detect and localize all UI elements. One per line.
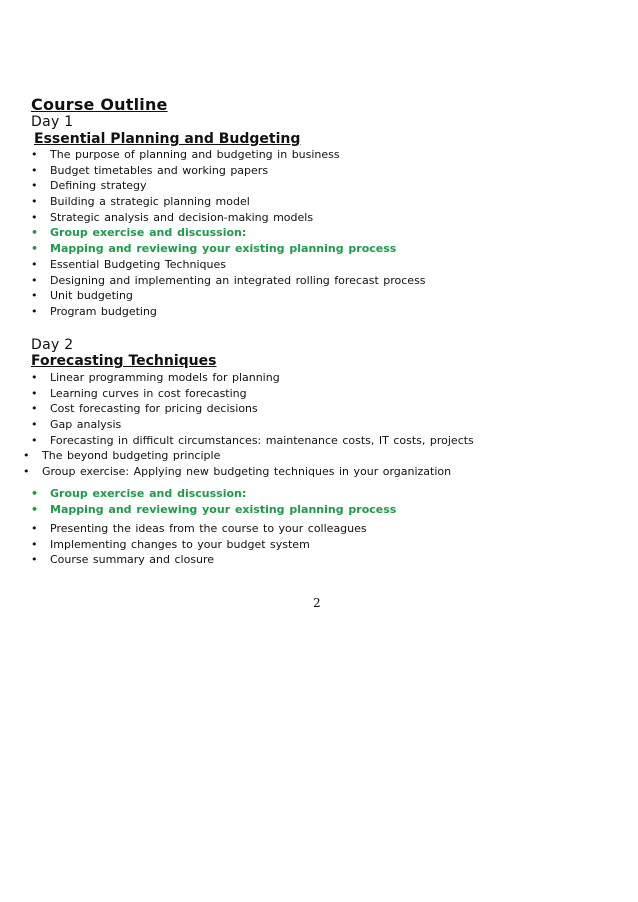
bullet-icon: • <box>31 386 38 400</box>
bullet-icon: • <box>31 537 38 551</box>
bullet-icon: • <box>31 289 38 303</box>
bullet-icon: • <box>31 179 38 193</box>
bullet-icon: • <box>31 433 38 447</box>
bullet-icon: • <box>31 148 38 161</box>
bullet-icon: • <box>23 464 30 478</box>
bullet-icon: • <box>31 242 39 256</box>
day1-label: Day 1 <box>31 114 74 130</box>
page-number: 2 <box>313 596 321 610</box>
bullet-icon: • <box>31 304 38 318</box>
bullet-icon: • <box>31 502 39 516</box>
bullet-icon: • <box>31 163 38 177</box>
day2-heading: Forecasting Techniques <box>31 353 217 369</box>
bullet-icon: • <box>31 273 38 287</box>
bullet-icon: • <box>23 449 30 462</box>
bullet-icon: • <box>31 553 38 567</box>
bullet-icon: • <box>31 402 38 416</box>
document-page: Course Outline Day 1 Essential Planning and Budgeting • The purpose of planning and budgeting in business • Budget timetables and working papers • Defining strategy • Building a strategic planning model • Strategic analysis and decision-making models • Group exercise and discussion: • Mapping and reviewing your existing planning process • Essential Budgeting Techniques • Designing and implementing an integrated rolling forecast process • Unit budgeting • Program budgeting Day 2 Forecasting Techniques • Linear programming models for planning • Learning curves in cost forecasting • Cost forecasting for pricing decisions • Gap analysis • Forecasting in difficult circumstances: maintenance costs, IT costs, projects • The beyond budgeting principle • Group exercise: Applying new budgeting techniques in your organization • Group exercise and discussion: • Mapping and reviewing your existing planning process • Presenting the ideas from the course to your colleagues • Implementing changes to your budget system • Course summary and closure 2 <box>23 95 474 610</box>
bullet-icon: • <box>31 522 38 535</box>
bullet-icon: • <box>31 371 38 384</box>
bullet-icon: • <box>31 487 39 500</box>
bullet-icon: • <box>31 418 38 432</box>
bullet-icon: • <box>31 210 38 224</box>
course-outline-title: Course Outline <box>31 95 168 114</box>
bullet-icon: • <box>31 257 38 271</box>
bullet-icon: • <box>31 226 39 240</box>
day2-label: Day 2 <box>31 337 74 353</box>
day1-heading: Essential Planning and Budgeting <box>34 131 301 147</box>
bullet-icon: • <box>31 195 38 209</box>
